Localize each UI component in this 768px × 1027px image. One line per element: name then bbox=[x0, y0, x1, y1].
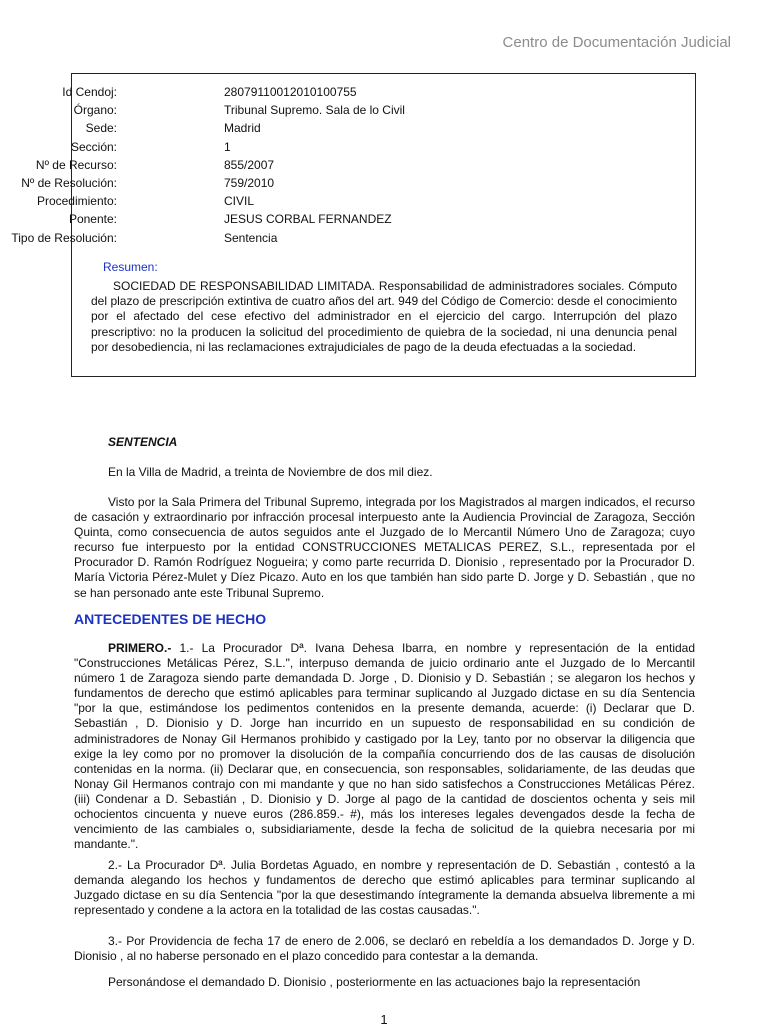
metadata-row-recurso bbox=[35, 156, 572, 174]
metadata-label: Sede: bbox=[85, 121, 117, 136]
primero-text: 1.- La Procurador Dª. Ivana Dehesa Ibarra, en nombre y representación de la entidad "Construcciones Metálicas Pérez, S.L.", interpuso demanda de juicio ordinario ante el Juzgado de lo Mercantil número 1 de Zaragoza siendo parte demandada D. Jorge , D. Dionisio y D. Sebastián ; se alegaron los hechos y fundamentos de derecho que estimó aplicables para terminar suplicando al Juzgado dictase en su día Sentencia "por la que, estimándose los pedimentos contenidos en la presente demanda, acuerde: (i) Declarar que D. Sebastián , D. Dionisio y D. Jorge han incurrido en un supuesto de responsabilidad en su condición de administradores de Nonay Gil Hermanos prohibido y castigado por la Ley, tanto por no observar la diligencia que exige la ley como por no promover la disolución de la compañía concurriendo dos de las causas de disolución contenidas en la norma. (ii) Declarar que, en consecuencia, son responsables, solidariamente, de las deudas que Nonay Gil Hermanos contrajo con mi mandante y que no han sido satisfechos a Construcciones Metálicas Pérez. (iii) Condenar a D. Sebastián , D. Dionisio y D. Jorge al pago de la cantidad de doscientos ochenta y seis mil ochocientos cincuenta y nueve euros (286.859.- #), más los intereses legales devengados desde la fecha de vencimiento de las cambiales o, subsidiariamente, desde la fecha de solicitud de la quiebra necesaria por mi mandante.". bbox=[74, 641, 695, 852]
metadata-value: 759/2010 bbox=[224, 175, 275, 190]
metadata-value: 1 bbox=[224, 139, 231, 154]
primero-paragraph bbox=[74, 641, 695, 852]
sentencia-title: SENTENCIA bbox=[108, 435, 178, 449]
metadata-label: Ponente: bbox=[68, 212, 117, 227]
metadata-label: Nº de Recurso: bbox=[35, 157, 117, 172]
metadata-row-resolucion bbox=[21, 174, 572, 192]
metadata-value: Tribunal Supremo. Sala de lo Civil bbox=[224, 103, 405, 118]
page-number: 1 bbox=[380, 1012, 388, 1027]
metadata-value: 855/2007 bbox=[224, 157, 275, 172]
metadata-label: Sección: bbox=[70, 139, 117, 154]
metadata-label: Tipo de Resolución: bbox=[11, 230, 117, 245]
case-metadata bbox=[11, 83, 572, 247]
case-info-box bbox=[11, 73, 696, 377]
metadata-row-sede bbox=[72, 119, 572, 137]
metadata-value: Madrid bbox=[224, 121, 261, 136]
metadata-row-ponente bbox=[68, 210, 572, 228]
metadata-row-tipo-resolucion bbox=[11, 229, 572, 247]
metadata-value: Sentencia bbox=[224, 230, 278, 245]
metadata-row-procedimiento bbox=[36, 192, 572, 210]
metadata-row-seccion bbox=[72, 138, 572, 156]
metadata-label: Nº de Resolución: bbox=[21, 175, 117, 190]
metadata-label: Procedimiento: bbox=[36, 194, 117, 209]
intro-paragraph: En la Villa de Madrid, a treinta de Noviembre de dos mil diez. bbox=[108, 465, 433, 479]
metadata-row-organo bbox=[72, 101, 572, 119]
paragraph-3: 3.- Por Providencia de fecha 17 de enero de 2.006, se declaró en rebeldía a los demandados D. Jorge y D. Dionisio , al no haberse personado en el plazo concedido para contestar a la demanda. bbox=[74, 934, 695, 964]
paragraph-2: 2.- La Procurador Dª. Julia Bordetas Aguado, en nombre y representación de D. Sebastián , contestó a la demanda alegando los hechos y fundamentos de derecho que estimó aplicables para terminar suplicando al Juzgado dictase en su día Sentencia "por la que desestimando íntegramente la demanda absuelva libremente a mi representado y condene a la actora en la totalidad de las costas causadas.". bbox=[74, 858, 695, 918]
header-title: Centro de Documentación Judicial bbox=[502, 34, 731, 51]
metadata-label: Id Cendoj: bbox=[62, 85, 117, 99]
metadata-value: CIVIL bbox=[224, 194, 255, 209]
resumen-label: Resumen: bbox=[103, 260, 158, 274]
primero-label: PRIMERO.- bbox=[108, 641, 172, 655]
metadata-row-id-cendoj bbox=[62, 83, 572, 101]
metadata-label: Órgano: bbox=[73, 103, 117, 118]
visto-paragraph: Visto por la Sala Primera del Tribunal Supremo, integrada por los Magistrados al margen indicados, el recurso de casación y extraordinario por infracción procesal interpuesto ante la Audiencia Provincial de Zaragoza, Sección Quinta, como consecuencia de autos seguidos ante el Juzgado de lo Mercantil Número Uno de Zaragoza; cuyo recurso fue interpuesto por la entidad CONSTRUCCIONES METALICAS PEREZ, S.L., representada por el Procurador D. Ramón Rodríguez Nogueira; y como parte recurrida D. Dionisio , representado por la Procurador D. María Victoria Pérez-Mulet y Díez Picazo. Auto en los que también han sido parte D. Jorge y D. Sebastián , que no se han personado ante este Tribunal Supremo. bbox=[74, 495, 695, 600]
metadata-value: 28079110012010100755 bbox=[224, 85, 357, 99]
paragraph-4: Personándose el demandado D. Dionisio , posteriormente en las actuaciones bajo la representación bbox=[108, 975, 641, 989]
section-heading-antecedentes: ANTECEDENTES DE HECHO bbox=[74, 611, 267, 627]
resumen-text: SOCIEDAD DE RESPONSABILIDAD LIMITADA. Responsabilidad de administradores sociales. Cómputo del plazo de prescripción extintiva de cuatro años del art. 949 del Código de Comercio: desde el conocimiento por el afectado del cese efectivo del administrador en el ejercicio del cargo. Interrupción del plazo prescriptivo: no la producen la solicitud del procedimiento de quiebra de la sociedad, ni una denuncia penal por desobediencia, ni las reclamaciones extrajudiciales de pago de la deuda efectuadas a la sociedad. bbox=[91, 279, 677, 354]
metadata-value: JESUS CORBAL FERNANDEZ bbox=[224, 212, 392, 227]
